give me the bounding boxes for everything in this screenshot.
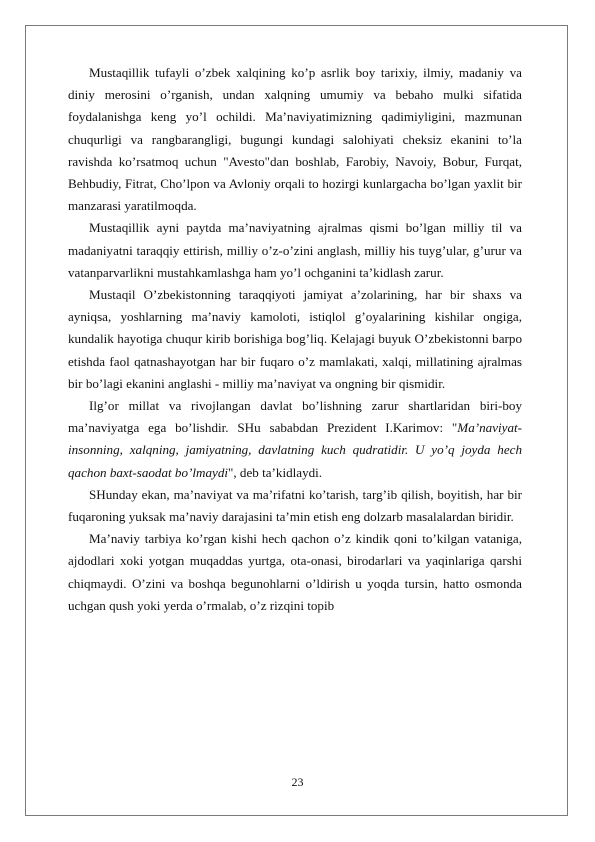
page-number: 23 (291, 775, 304, 789)
paragraph-enlightenment: SHunday ekan, ma’naviyat va ma’rifatni ko’tarish, targ’ib qilish, boyitish, har bir fuqaroning yuksak ma’naviy darajasini ta’min etish eng dolzarb masalalardan biridir. (68, 486, 522, 525)
paragraph-development: Mustaqil O’zbekistonning taraqqiyoti jamiyat a’zolarining, har bir shaxs va ayniqsa, yoshlarning ma’naviy kamoloti, istiqlol g’oyalarining kishilar ongiga, kundalik hayotiga chuqur kirib borishiga bog’liq. Kelajagi buyuk O’zbekistonni barpo etishda faol qatnashayotgan har bir fuqaro o’z mamlakati, xalqi, millatining ajralmas bir bo’lagi ekanini anglashi - milliy ma’naviyat va ongning bir qismidir. (68, 287, 522, 391)
paragraph-president-quote (68, 395, 522, 484)
quote-lead-text: Ilg’or millat va rivojlangan davlat bo’lishning zarur shartlaridan biri-boy ma’naviyatga ega bo’lishdir. SHu sababdan Prezident I.Karimov: " (68, 398, 522, 436)
paragraph-national-language: Mustaqillik ayni paytda ma’naviyatning ajralmas qismi bo’lgan milliy til va madaniyatni taraqqiy ettirish, milliy o’z-o’zini anglash, milliy his tuyg’ular, g’urur va vatanparvarlikni mustahkamlashga ham yo’l ochganini ta’kidlash zarur. (68, 220, 522, 280)
quote-tail-text: ", deb ta’kidlaydi. (228, 464, 323, 480)
paragraph-spiritual-upbringing: Ma’naviy tarbiya ko’rgan kishi hech qachon o’z kindik qoni to’kilgan vataniga, ajdodlari xoki yotgan muqaddas yurtga, ota-onasi, birodarlari va yaqinlariga qarshi chiqmaydi. O’zini va boshqa begunohlarni o’ldirish u yoqda tursin, hatto osmonda uchgan qush yoki yerda o’rmalab, o’z rizqini topib (68, 531, 522, 613)
document-body (68, 62, 522, 617)
quote-italic-text: Ma’naviyat-insonning, xalqning, jamiyatning, davlatning kuch qudratidir. U yo’q joyda hech qachon baxt-saodat bo’lmaydi (68, 420, 522, 480)
paragraph-independence-heritage: Mustaqillik tufayli o’zbek xalqining ko’p asrlik boy tarixiy, ilmiy, madaniy va diniy merosini o’rganish, undan xalqning umumiy va bebaho mulki sifatida foydalanishga keng yo’l ochildi. Ma’naviyatimizning qadimiyligini, mazmunan chuqurligi va rangbarangligi, bugungi kundagi salohiyati cheksiz ekanini to’la ravishda ko’rsatmoq uchun "Avesto"dan boshlab, Farobiy, Navoiy, Bobur, Furqat, Behbudiy, Fitrat, Cho’lpon va Avloniy orqali to hozirgi kunlargacha bo’lgan yaxlit bir manzarasi yaratilmoqda. (68, 65, 522, 214)
